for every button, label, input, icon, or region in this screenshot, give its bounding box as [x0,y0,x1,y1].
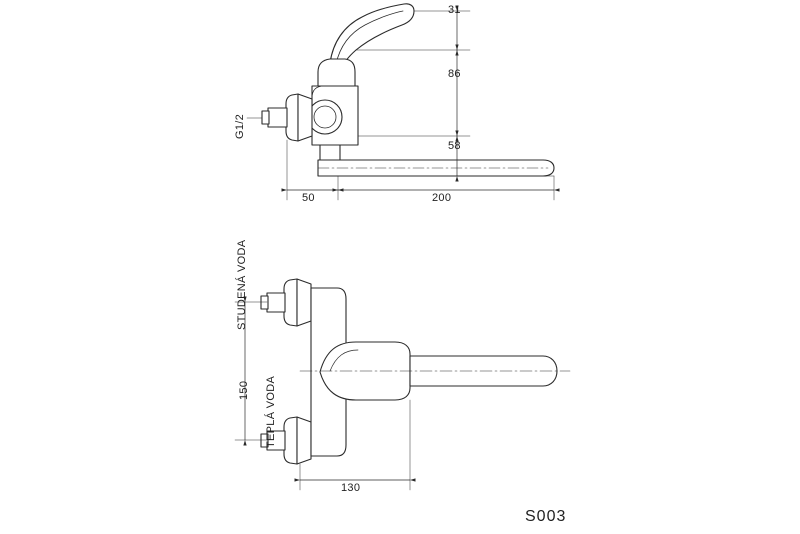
dimension-label-31: 31 [448,4,461,16]
dimension-label-130: 130 [341,482,361,494]
dimension-label-150: 150 [238,380,250,400]
annotation-hot-water: TEPLÁ VODA [265,375,277,448]
side-view-geometry [247,4,554,200]
dimension-label-58: 58 [448,140,461,152]
dimension-label-thread-g12: G1/2 [234,113,246,139]
dimension-label-200: 200 [432,192,452,204]
annotation-cold-water: STUDENÁ VODA [236,239,248,330]
model-code: S003 [525,508,567,525]
front-view-geometry [235,279,570,490]
dimension-label-50: 50 [302,192,315,204]
dimension-label-86: 86 [448,68,461,80]
